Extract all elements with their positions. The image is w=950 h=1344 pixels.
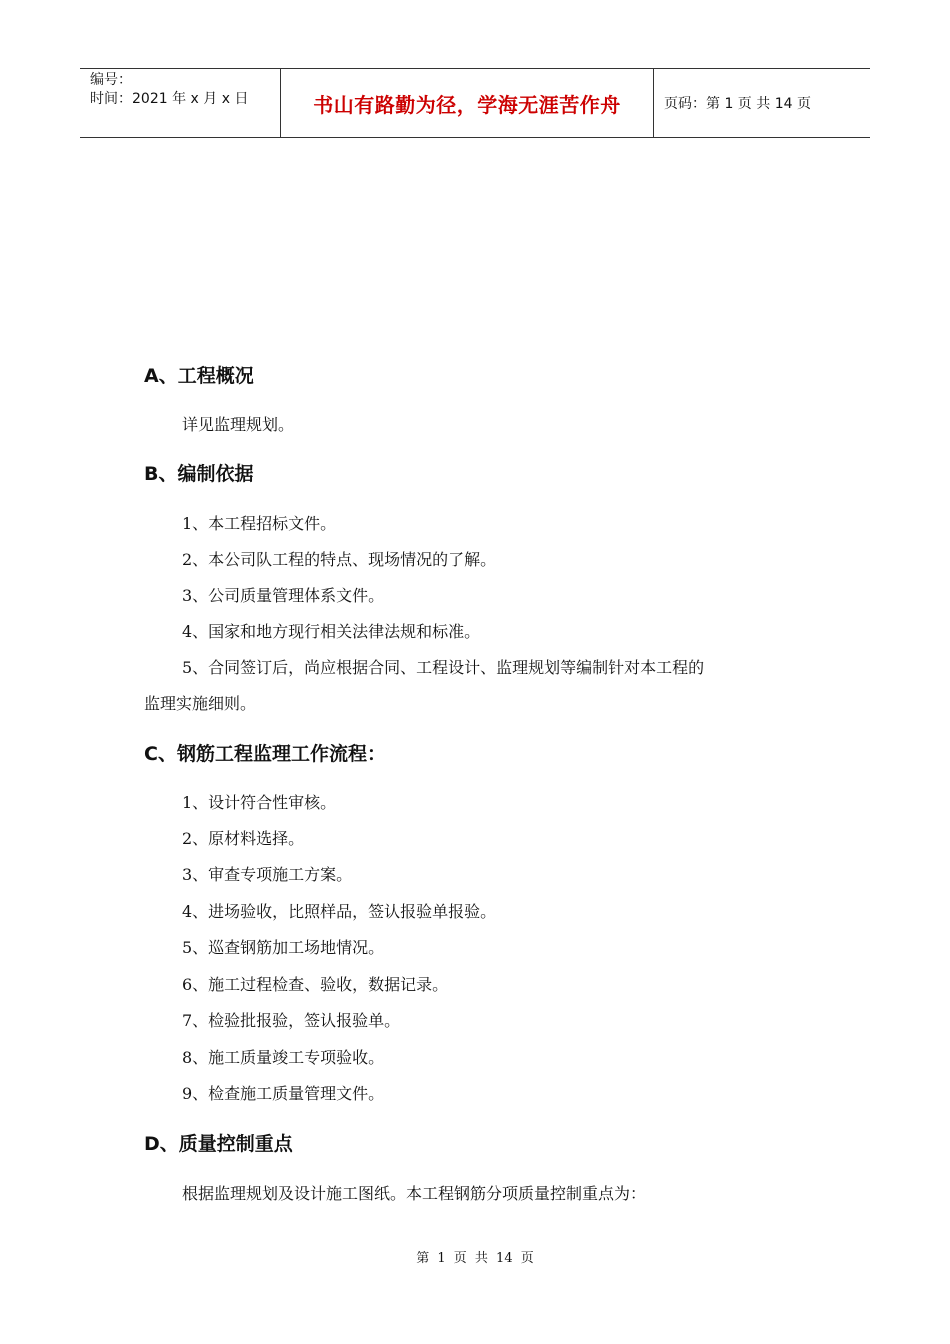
document-number-label: 编号： <box>90 72 132 88</box>
section-c-item: 8、施工质量竣工专项验收。 <box>182 1048 385 1067</box>
header-motto: 书山有路勤为径，学海无涯苦作舟 <box>313 92 621 117</box>
section-c-item: 6、施工过程检查、验收，数据记录。 <box>182 975 449 994</box>
section-c-item: 5、巡查钢筋加工场地情况。 <box>182 938 385 957</box>
section-c-item: 1、设计符合性审核。 <box>182 793 337 812</box>
section-c-item: 2、原材料选择。 <box>182 829 305 848</box>
section-b-item: 3、公司质量管理体系文件。 <box>182 586 385 605</box>
section-b-title: B、编制依据 <box>144 463 254 485</box>
section-b-item: 1、本工程招标文件。 <box>182 514 337 533</box>
section-c-item: 7、检验批报验，签认报验单。 <box>182 1011 401 1030</box>
section-a-body: 详见监理规划。 <box>182 415 295 434</box>
document-header <box>80 68 870 138</box>
section-c-item: 9、检查施工质量管理文件。 <box>182 1084 385 1103</box>
header-meta-cell <box>80 69 281 137</box>
section-c-item: 3、审查专项施工方案。 <box>182 865 353 884</box>
section-b-item: 5、合同签订后，尚应根据合同、工程设计、监理规划等编制针对本工程的 <box>182 658 705 677</box>
section-b-item: 2、本公司队工程的特点、现场情况的了解。 <box>182 550 497 569</box>
header-page-cell <box>654 69 870 137</box>
section-d-title: D、质量控制重点 <box>144 1133 293 1155</box>
header-page-info: 页码：第 1 页 共 14 页 <box>664 96 811 112</box>
page-footer: 第 1 页 共 14 页 <box>416 1251 534 1266</box>
section-b-item-continuation: 监理实施细则。 <box>144 694 257 713</box>
header-motto-cell <box>281 69 654 137</box>
section-d-body: 根据监理规划及设计施工图纸。本工程钢筋分项质量控制重点为： <box>182 1184 647 1203</box>
document-date: 时间：2021 年 x 月 x 日 <box>90 91 249 107</box>
section-b-item: 4、国家和地方现行相关法律法规和标准。 <box>182 622 481 641</box>
section-c-item: 4、进场验收，比照样品，签认报验单报验。 <box>182 902 497 921</box>
section-a-title: A、工程概况 <box>144 365 254 387</box>
section-c-title: C、钢筋工程监理工作流程： <box>144 743 386 765</box>
